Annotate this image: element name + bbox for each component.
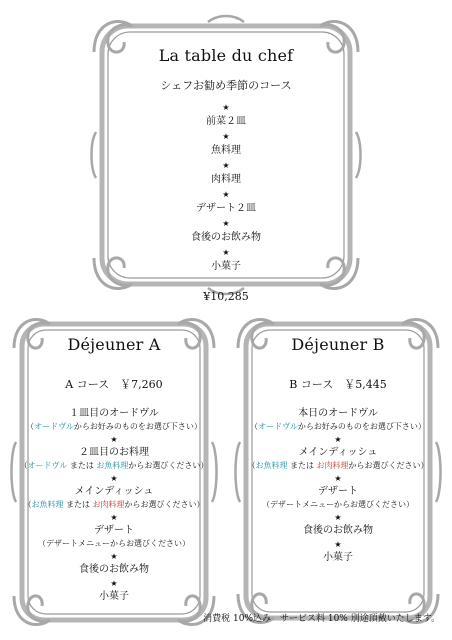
menu-item: 食後のお飲み物 [79,564,149,575]
note-text: からお好みのものをお選び下さい） [73,422,202,431]
chef-course-card [88,12,364,303]
menu-item: 小菓子 [211,261,241,272]
star-icon: ★ [222,190,230,199]
menu-item: 食後のお飲み物 [303,525,373,536]
course-price: B コース ￥5,445 [289,378,387,391]
menu-item: ２皿目のお料理 [79,447,149,458]
menu-item: メインディッシュ [298,447,378,458]
star-icon: ★ [222,132,230,141]
tax-service-footnote: 消費税 10%込み サービス料 10% 別途頂戴いたします。 [203,614,440,624]
star-icon: ★ [334,513,342,522]
menu-item: メインディッシュ [74,486,154,497]
note-highlight: オードヴル [258,422,298,431]
menu-item: 本日のオードヴル [298,408,378,419]
note-highlight: お肉料理 [92,500,125,509]
menu-item-note [234,421,442,433]
star-icon: ★ [222,248,230,257]
note-text: （ [250,422,259,431]
star-icon: ★ [110,579,118,588]
star-icon: ★ [110,474,118,483]
menu-item: デザート [94,525,134,536]
note-highlight: オードヴル [34,422,74,431]
note-text: （ [19,461,28,470]
menu-item-note: （デザートメニューからお選びください） [38,539,190,548]
course-title: Déjeuner A [67,335,161,354]
note-text: または [63,500,93,509]
menu-item-note: （デザートメニューからお選びください） [262,500,414,509]
menu-item: 小菓子 [323,552,353,563]
menu-item: デザート [318,486,358,497]
note-text: からお選びください） [348,461,429,470]
note-highlight: お魚料理 [255,461,288,470]
menu-item: １皿目のオードヴル [69,408,159,419]
star-icon: ★ [334,540,342,549]
dejeuner-b-card [234,312,442,630]
note-text: （ [247,461,256,470]
course-subtitle: シェフお勧め季節のコース [160,79,292,92]
note-highlight: お魚料理 [96,461,129,470]
course-title: Déjeuner B [291,335,385,354]
note-text: からお選びください） [128,461,209,470]
menu-item: デザート２皿 [196,203,256,214]
menu-item: 前菜２皿 [206,116,246,127]
menu-item-note [10,460,218,472]
menu-item-note [10,499,218,511]
star-icon: ★ [110,513,118,522]
menu-item-note [10,421,218,433]
star-icon: ★ [222,219,230,228]
note-highlight: お肉料理 [316,461,349,470]
note-text: または [287,461,317,470]
note-text: からお好みのものをお選び下さい） [297,422,426,431]
star-icon: ★ [222,161,230,170]
menu-item: 小菓子 [99,591,129,602]
course-title: La table du chef [158,46,294,65]
note-text: または [67,461,97,470]
course-price: ¥10,285 [203,290,249,303]
menu-item-note [234,460,442,472]
note-highlight: お魚料理 [31,500,64,509]
menu-item: 魚料理 [211,145,241,156]
note-highlight: オードヴル [27,461,68,470]
note-text: （ [23,500,32,509]
menu-item: 食後のお飲み物 [191,232,261,243]
course-price: A コース ￥7,260 [65,378,163,391]
star-icon: ★ [334,474,342,483]
star-icon: ★ [334,435,342,444]
note-text: （ [26,422,35,431]
star-icon: ★ [110,435,118,444]
star-icon: ★ [222,103,230,112]
note-text: からお選びください） [124,500,205,509]
dejeuner-a-card [10,312,218,632]
star-icon: ★ [110,552,118,561]
menu-item: 肉料理 [211,174,241,185]
